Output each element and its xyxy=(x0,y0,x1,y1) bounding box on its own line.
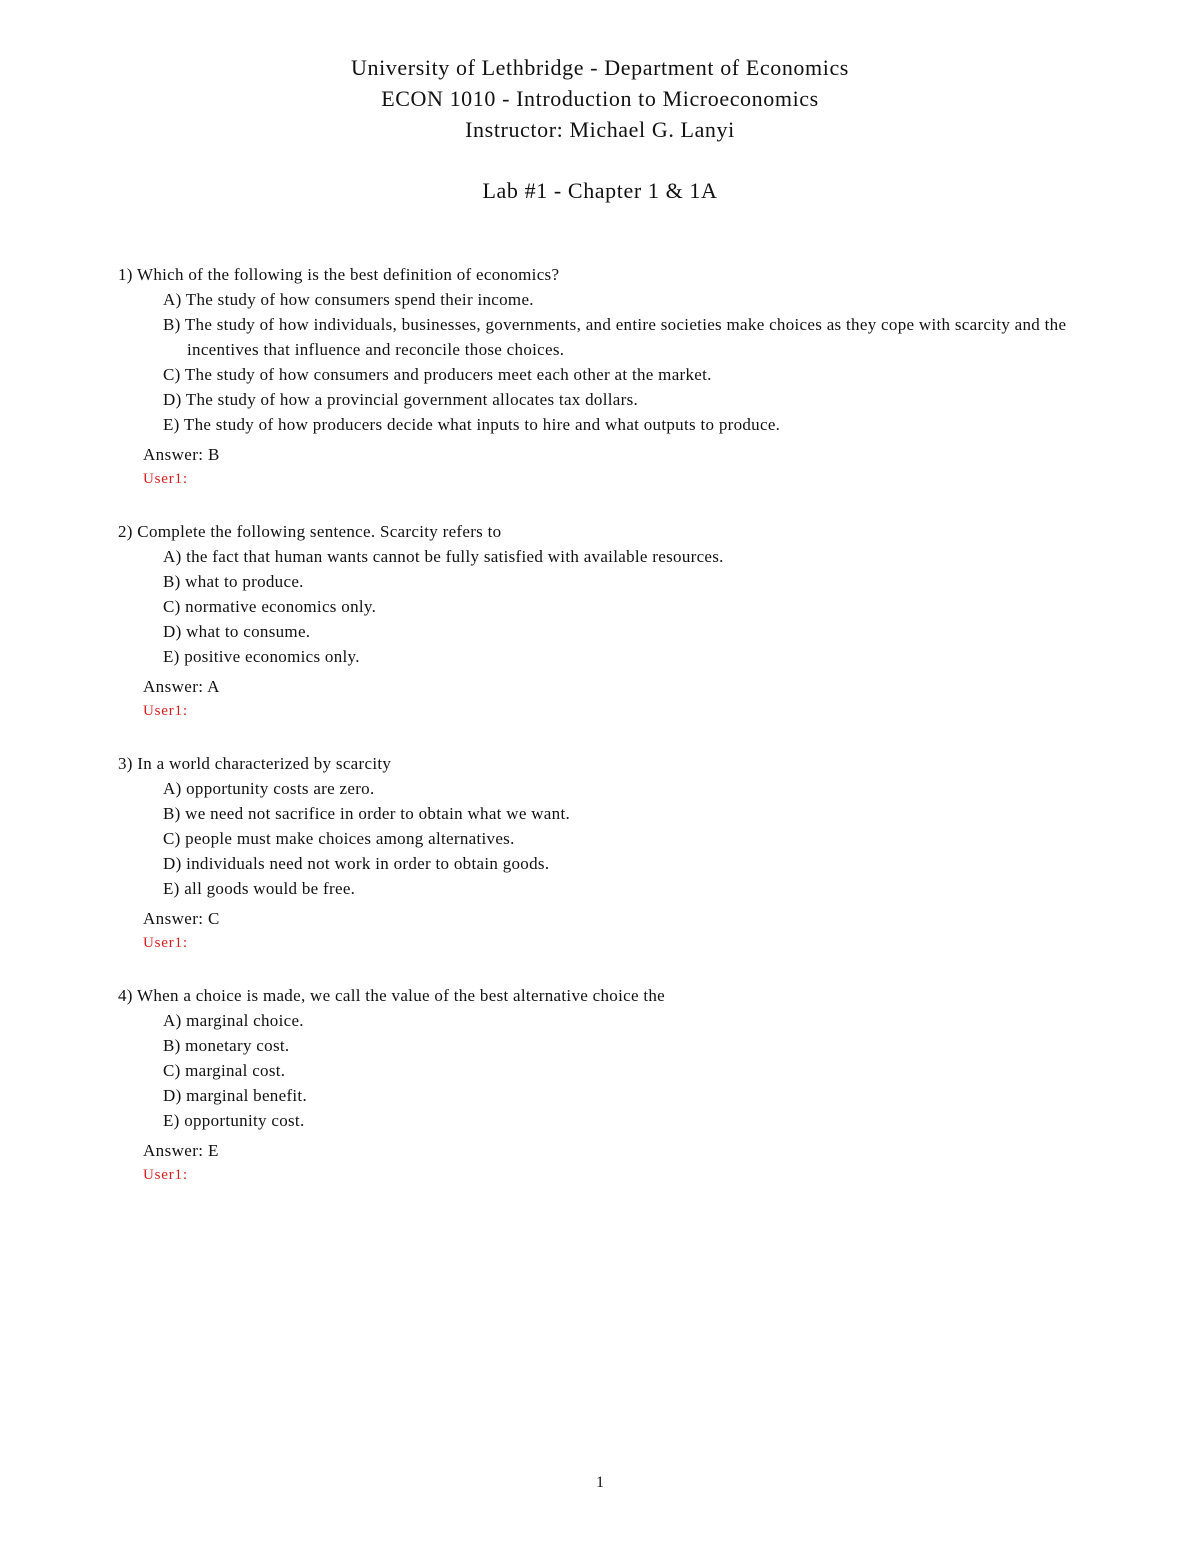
option-a: A) the fact that human wants cannot be fully satisfied with available resources. xyxy=(163,547,724,566)
option-list xyxy=(163,1008,1118,1133)
question-list xyxy=(118,262,1118,1215)
option-e: E) positive economics only. xyxy=(163,647,360,666)
university-department-title: University of Lethbridge - Department of Economics xyxy=(351,55,849,80)
user-response-label: User1: xyxy=(143,1167,188,1183)
instructor-line: Instructor: Michael G. Lanyi xyxy=(465,117,735,142)
option-b: B) we need not sacrifice in order to obtain what we want. xyxy=(163,804,571,823)
answer-line: Answer: C xyxy=(143,909,220,928)
question-stem: 4) When a choice is made, we call the value of the best alternative choice the xyxy=(118,986,666,1005)
option-b: B) The study of how individuals, businesses, governments, and entire societies make choices as they cope with scarcity and the incentives that influence and reconcile those choices. xyxy=(163,315,1067,359)
option-c: C) normative economics only. xyxy=(163,597,377,616)
option-c: C) The study of how consumers and producers meet each other at the market. xyxy=(163,365,712,384)
user-response-label: User1: xyxy=(143,471,188,487)
answer-line: Answer: B xyxy=(143,445,220,464)
option-c: C) people must make choices among alternatives. xyxy=(163,829,515,848)
question-stem: 2) Complete the following sentence. Scarcity refers to xyxy=(118,522,502,541)
question-4 xyxy=(118,983,1118,1187)
option-b: B) monetary cost. xyxy=(163,1036,290,1055)
option-a: A) The study of how consumers spend their income. xyxy=(163,290,534,309)
option-d: D) individuals need not work in order to obtain goods. xyxy=(163,854,550,873)
answer-line: Answer: A xyxy=(143,677,220,696)
option-c: C) marginal cost. xyxy=(163,1061,286,1080)
question-stem: 1) Which of the following is the best definition of economics? xyxy=(118,265,560,284)
document-header xyxy=(0,52,1200,206)
option-b: B) what to produce. xyxy=(163,572,304,591)
course-title: ECON 1010 - Introduction to Microeconomics xyxy=(381,86,819,111)
lab-title: Lab #1 - Chapter 1 & 1A xyxy=(482,178,718,203)
option-d: D) The study of how a provincial government allocates tax dollars. xyxy=(163,390,639,409)
option-e: E) opportunity cost. xyxy=(163,1111,305,1130)
option-d: D) what to consume. xyxy=(163,622,311,641)
option-list xyxy=(163,287,1118,437)
option-e: E) The study of how producers decide what inputs to hire and what outputs to produce. xyxy=(163,415,781,434)
question-2 xyxy=(118,519,1118,723)
answer-line: Answer: E xyxy=(143,1141,219,1160)
user-response-label: User1: xyxy=(143,703,188,719)
question-1 xyxy=(118,262,1118,491)
option-list xyxy=(163,776,1118,901)
option-e: E) all goods would be free. xyxy=(163,879,356,898)
option-list xyxy=(163,544,1118,669)
option-a: A) marginal choice. xyxy=(163,1011,304,1030)
question-3 xyxy=(118,751,1118,955)
user-response-label: User1: xyxy=(143,935,188,951)
option-d: D) marginal benefit. xyxy=(163,1086,308,1105)
question-stem: 3) In a world characterized by scarcity xyxy=(118,754,392,773)
option-a: A) opportunity costs are zero. xyxy=(163,779,375,798)
page-number: 1 xyxy=(596,1474,604,1491)
